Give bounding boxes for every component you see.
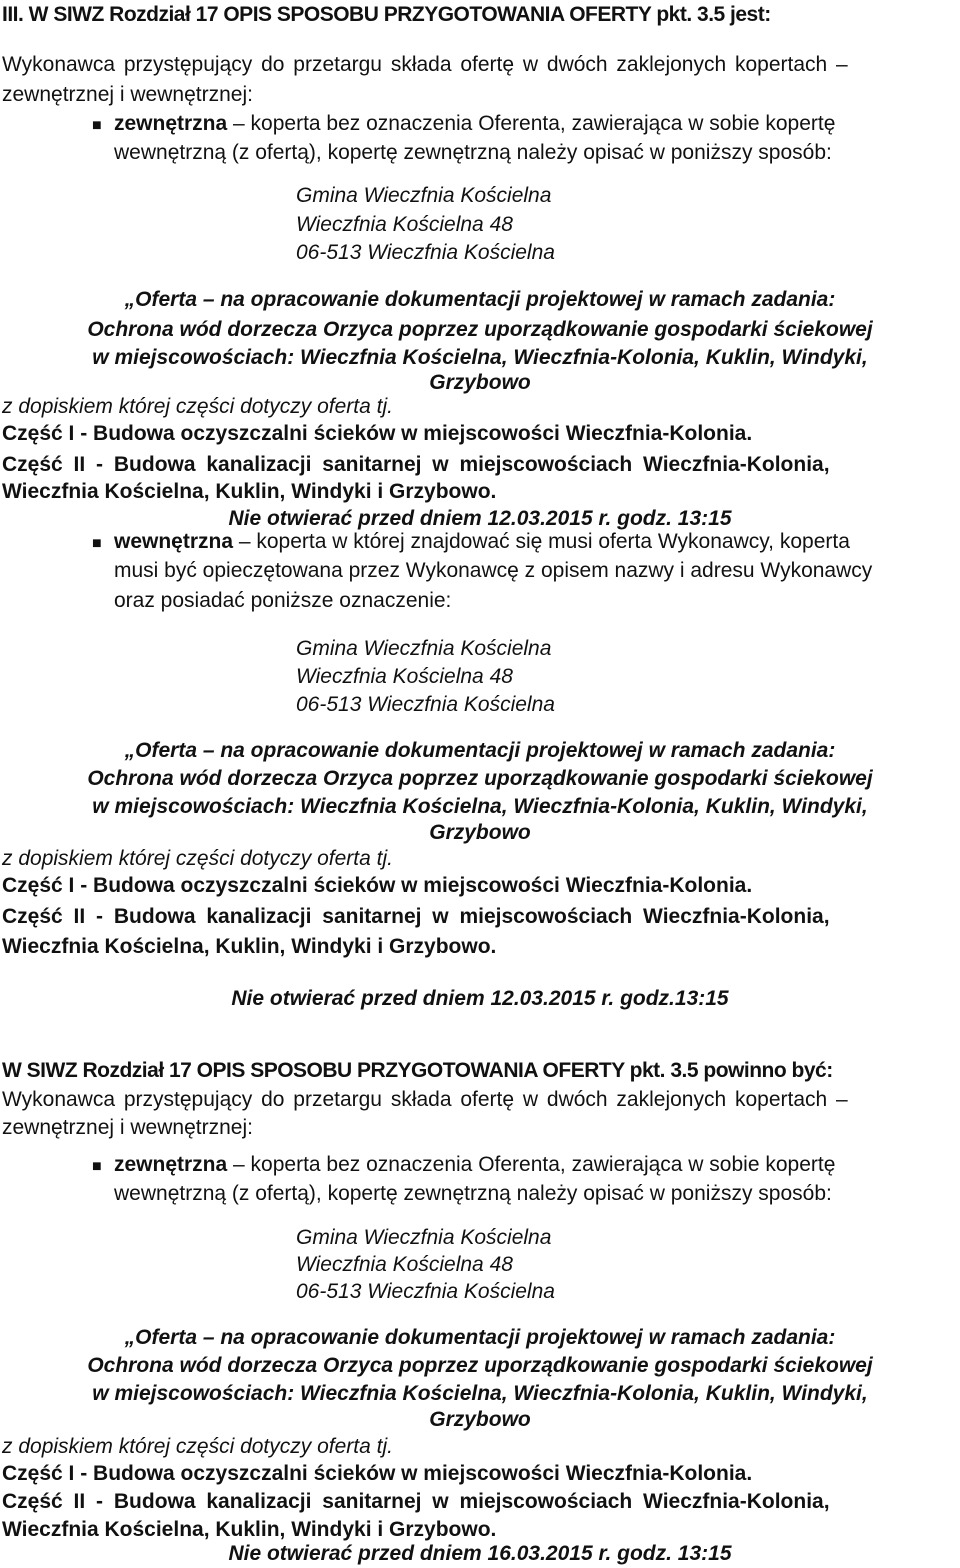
outer-envelope-label: zewnętrzna <box>114 112 228 135</box>
offer-title-line: „Oferta – na opracowanie dokumentacji projektowej w ramach zadania: <box>124 1326 836 1349</box>
offer-title-line: w miejscowościach: Wieczfnia Kościelna, Wieczfnia-Kolonia, Kuklin, Windyki, <box>92 346 868 369</box>
offer-part-line: Wieczfnia Kościelna, Kuklin, Windyki i Grzybowo. <box>2 935 497 958</box>
address-line: Gmina Wieczfnia Kościelna <box>296 1226 552 1249</box>
offer-title-line: Grzybowo <box>429 1408 531 1431</box>
intro-line: zewnętrznej i wewnętrznej: <box>2 1116 253 1139</box>
offer-title-line: w miejscowościach: Wieczfnia Kościelna, Wieczfnia-Kolonia, Kuklin, Windyki, <box>92 1382 868 1405</box>
intro-line: Wykonawca przystępujący do przetargu składa ofertę w dwóch zaklejonych kopertach – <box>2 1088 848 1111</box>
offer-part-line: Wieczfnia Kościelna, Kuklin, Windyki i Grzybowo. <box>2 1518 497 1541</box>
inner-envelope-line: oraz posiadać poniższe oznaczenie: <box>114 589 452 612</box>
offer-part-line: Część II - Budowa kanalizacji sanitarnej w miejscowościach Wieczfnia-Kolonia, <box>2 453 830 476</box>
address-line: Wieczfnia Kościelna 48 <box>296 213 513 236</box>
offer-note: z dopiskiem której części dotyczy oferta tj. <box>2 1435 393 1458</box>
offer-title-line: Ochrona wód dorzecza Orzyca poprzez uporządkowanie gospodarki ściekowej <box>87 1354 873 1377</box>
bullet-icon: ■ <box>92 117 102 134</box>
bullet-icon: ■ <box>92 1158 102 1175</box>
outer-envelope-line <box>114 1152 835 1177</box>
inner-envelope-label: wewnętrzna <box>114 530 234 553</box>
offer-part-line: Część I - Budowa oczyszczalni ścieków w miejscowości Wieczfnia-Kolonia. <box>2 422 753 445</box>
section-heading-corrected: W SIWZ Rozdział 17 OPIS SPOSOBU PRZYGOTOWANIA OFERTY pkt. 3.5 powinno być: <box>2 1059 833 1082</box>
intro-line: zewnętrznej i wewnętrznej: <box>2 83 253 106</box>
outer-envelope-text: – koperta bez oznaczenia Oferenta, zawierająca w sobie kopertę <box>227 1153 836 1176</box>
address-line: 06-513 Wieczfnia Kościelna <box>296 1280 555 1303</box>
outer-envelope-label: zewnętrzna <box>114 1153 228 1176</box>
offer-part-line: Część I - Budowa oczyszczalni ścieków w miejscowości Wieczfnia-Kolonia. <box>2 1462 753 1485</box>
address-line: Wieczfnia Kościelna 48 <box>296 1253 513 1276</box>
offer-title-line: Grzybowo <box>429 821 531 844</box>
address-line: Gmina Wieczfnia Kościelna <box>296 637 552 660</box>
outer-envelope-line: wewnętrzną (z ofertą), kopertę zewnętrzną należy opisać w poniższy sposób: <box>114 1182 832 1205</box>
inner-envelope-text: – koperta w której znajdować się musi oferta Wykonawcy, koperta <box>233 530 850 553</box>
offer-title-line: w miejscowościach: Wieczfnia Kościelna, Wieczfnia-Kolonia, Kuklin, Windyki, <box>92 795 868 818</box>
address-line: Wieczfnia Kościelna 48 <box>296 665 513 688</box>
offer-deadline: Nie otwierać przed dniem 16.03.2015 r. godz. 13:15 <box>228 1542 732 1565</box>
inner-envelope-line: musi być opieczętowana przez Wykonawcę z opisem nazwy i adresu Wykonawcy <box>114 559 873 582</box>
offer-part-line: Wieczfnia Kościelna, Kuklin, Windyki i Grzybowo. <box>2 480 497 503</box>
offer-deadline: Nie otwierać przed dniem 12.03.2015 r. godz. 13:15 <box>228 507 732 530</box>
offer-title-line: Grzybowo <box>429 371 531 394</box>
offer-note: z dopiskiem której części dotyczy oferta tj. <box>2 395 393 418</box>
bullet-icon: ■ <box>92 535 102 552</box>
offer-title-line: Ochrona wód dorzecza Orzyca poprzez uporządkowanie gospodarki ściekowej <box>87 318 873 341</box>
offer-note: z dopiskiem której części dotyczy oferta tj. <box>2 847 393 870</box>
intro-line: Wykonawca przystępujący do przetargu składa ofertę w dwóch zaklejonych kopertach – <box>2 53 848 76</box>
offer-title-line: „Oferta – na opracowanie dokumentacji projektowej w ramach zadania: <box>124 288 836 311</box>
offer-part-line: Część I - Budowa oczyszczalni ścieków w miejscowości Wieczfnia-Kolonia. <box>2 874 753 897</box>
outer-envelope-line <box>114 111 835 136</box>
outer-envelope-line: wewnętrzną (z ofertą), kopertę zewnętrzną należy opisać w poniższy sposób: <box>114 141 832 164</box>
offer-title-line: Ochrona wód dorzecza Orzyca poprzez uporządkowanie gospodarki ściekowej <box>87 767 873 790</box>
address-line: 06-513 Wieczfnia Kościelna <box>296 241 555 264</box>
offer-title-line: „Oferta – na opracowanie dokumentacji projektowej w ramach zadania: <box>124 739 836 762</box>
address-line: 06-513 Wieczfnia Kościelna <box>296 693 555 716</box>
address-line: Gmina Wieczfnia Kościelna <box>296 184 552 207</box>
outer-envelope-text: – koperta bez oznaczenia Oferenta, zawierająca w sobie kopertę <box>227 112 836 135</box>
offer-part-line: Część II - Budowa kanalizacji sanitarnej w miejscowościach Wieczfnia-Kolonia, <box>2 1490 830 1513</box>
inner-envelope-line <box>114 529 850 554</box>
offer-part-line: Część II - Budowa kanalizacji sanitarnej w miejscowościach Wieczfnia-Kolonia, <box>2 905 830 928</box>
section-heading-current: III. W SIWZ Rozdział 17 OPIS SPOSOBU PRZYGOTOWANIA OFERTY pkt. 3.5 jest: <box>2 3 771 26</box>
offer-deadline: Nie otwierać przed dniem 12.03.2015 r. godz.13:15 <box>231 987 729 1010</box>
